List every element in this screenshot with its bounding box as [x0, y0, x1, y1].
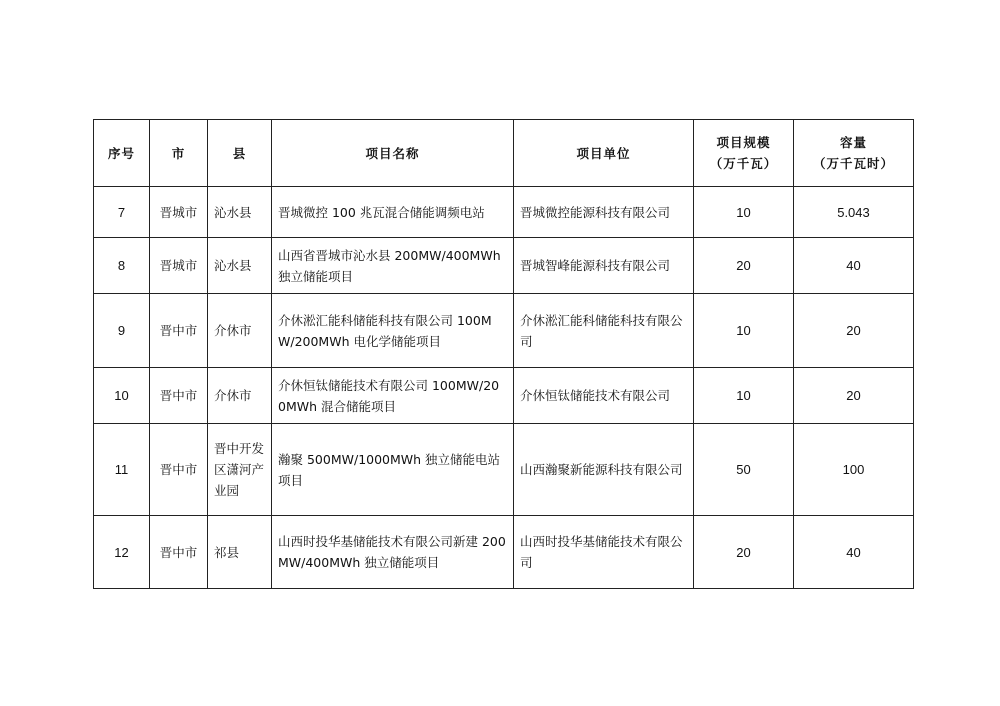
cell-project-unit: 晋城微控能源科技有限公司 — [514, 187, 694, 238]
cell-capacity: 20 — [794, 294, 914, 368]
cell-city: 晋中市 — [150, 368, 208, 424]
cell-scale: 10 — [694, 368, 794, 424]
cell-county: 沁水县 — [208, 238, 272, 294]
cell-project-name: 山西省晋城市沁水县 200MW/400MWh 独立储能项目 — [272, 238, 514, 294]
cell-scale: 10 — [694, 294, 794, 368]
cell-project-name: 瀚聚 500MW/1000MWh 独立储能电站项目 — [272, 424, 514, 516]
cell-index: 7 — [94, 187, 150, 238]
cell-index: 11 — [94, 424, 150, 516]
table-row — [94, 368, 914, 424]
header-capacity-title: 容量 — [839, 135, 867, 150]
cell-scale: 10 — [694, 187, 794, 238]
cell-index: 9 — [94, 294, 150, 368]
cell-index: 10 — [94, 368, 150, 424]
header-scale — [694, 120, 794, 187]
cell-project-unit: 介休淞汇能科储能科技有限公司 — [514, 294, 694, 368]
cell-city: 晋城市 — [150, 187, 208, 238]
header-scale-unit: （万千瓦） — [709, 156, 778, 171]
cell-county: 介休市 — [208, 294, 272, 368]
header-scale-title: 项目规模 — [716, 135, 771, 150]
header-project-name: 项目名称 — [272, 120, 514, 187]
table-header-row — [94, 120, 914, 187]
cell-project-unit: 介休恒钛储能技术有限公司 — [514, 368, 694, 424]
cell-project-unit: 晋城智峰能源科技有限公司 — [514, 238, 694, 294]
table-row — [94, 187, 914, 238]
header-city: 市 — [150, 120, 208, 187]
table-row — [94, 516, 914, 589]
cell-project-name: 介休淞汇能科储能科技有限公司 100MW/200MWh 电化学储能项目 — [272, 294, 514, 368]
cell-city: 晋中市 — [150, 424, 208, 516]
cell-county: 祁县 — [208, 516, 272, 589]
cell-project-name: 山西时投华基储能技术有限公司新建 200MW/400MWh 独立储能项目 — [272, 516, 514, 589]
table-row — [94, 424, 914, 516]
cell-project-name: 晋城微控 100 兆瓦混合储能调频电站 — [272, 187, 514, 238]
cell-capacity: 100 — [794, 424, 914, 516]
cell-project-unit: 山西瀚聚新能源科技有限公司 — [514, 424, 694, 516]
cell-city: 晋中市 — [150, 516, 208, 589]
table-row — [94, 238, 914, 294]
cell-county: 沁水县 — [208, 187, 272, 238]
cell-capacity: 5.043 — [794, 187, 914, 238]
cell-project-name: 介休恒钛储能技术有限公司 100MW/200MWh 混合储能项目 — [272, 368, 514, 424]
energy-storage-project-table — [93, 119, 914, 589]
cell-capacity: 40 — [794, 516, 914, 589]
cell-city: 晋城市 — [150, 238, 208, 294]
header-capacity-unit: （万千瓦时） — [812, 156, 894, 171]
cell-city: 晋中市 — [150, 294, 208, 368]
header-index: 序号 — [94, 120, 150, 187]
cell-scale: 20 — [694, 516, 794, 589]
cell-scale: 20 — [694, 238, 794, 294]
cell-county: 介休市 — [208, 368, 272, 424]
table-row — [94, 294, 914, 368]
cell-capacity: 40 — [794, 238, 914, 294]
cell-county: 晋中开发区潇河产业园 — [208, 424, 272, 516]
cell-capacity: 20 — [794, 368, 914, 424]
cell-project-unit: 山西时投华基储能技术有限公司 — [514, 516, 694, 589]
cell-index: 12 — [94, 516, 150, 589]
header-county: 县 — [208, 120, 272, 187]
header-capacity — [794, 120, 914, 187]
cell-scale: 50 — [694, 424, 794, 516]
header-project-unit: 项目单位 — [514, 120, 694, 187]
cell-index: 8 — [94, 238, 150, 294]
